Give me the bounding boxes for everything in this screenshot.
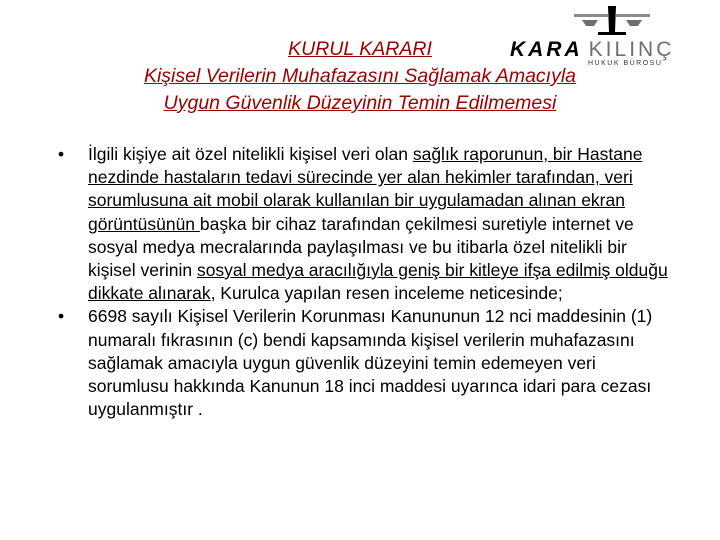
scales-of-justice-icon [568,4,656,36]
logo-subtitle: HUKUK BÜROSU [588,60,663,67]
bullet-item-2 [58,305,668,421]
bullet-marker: • [58,306,65,327]
bullet-1-underlined-a: sağlık raporunun, bir Hastane nezdinde hastaların tedavi sürecinde yer alan hekimler tarafından, veri sorumlusuna ait mobil olarak kullanılan bir uygulamadan alınan ekran görüntüsünün [88,144,643,234]
slide-title [0,36,720,117]
bullet-1-text-a: İlgili kişiye ait özel nitelikli kişisel veri olan [88,144,413,164]
bullet-list [58,143,668,421]
bullet-1-underlined-b: sosyal medya aracılığıyla geniş bir kitleye ifşa edilmiş olduğu dikkate alınarak [88,260,668,304]
title-line-2: Kişisel Verilerin Muhafazasını Sağlamak Amacıyla [143,65,577,87]
bullet-1-text-b: başka bir cihaz tarafından çekilmesi suretiyle internet ve sosyal medya mecralarında paylaşılması ve bu itibarla özel nitelikli bir kişisel verinin [88,213,634,281]
logo-name-kilinc: KILINÇ [588,38,675,61]
title-line-3: Uygun Güvenlik Düzeyinin Temin Edilmemesi [163,92,557,114]
bullet-1-text-c: , Kurulca yapılan resen inceleme neticesinde; [210,283,563,304]
title-line-1: KURUL KARARI [288,38,432,60]
bullet-marker: • [58,144,65,164]
bullet-item-1 [58,143,668,305]
bullet-2-text: 6698 sayılı Kişisel Verilerin Korunması Kanununun 12 nci maddesinin (1) numaralı fıkrasının (c) bendi kapsamında kişisel verilerin muhafazasını sağlamak amacıyla uygun güvenlik düzeyini temin edemeyen veri sorumlusu hakkında Kanunun 18 inci maddesi uyarınca idari para cezası uygulanmıştır . [88,306,653,420]
logo-name-kara: KARA [510,38,583,61]
